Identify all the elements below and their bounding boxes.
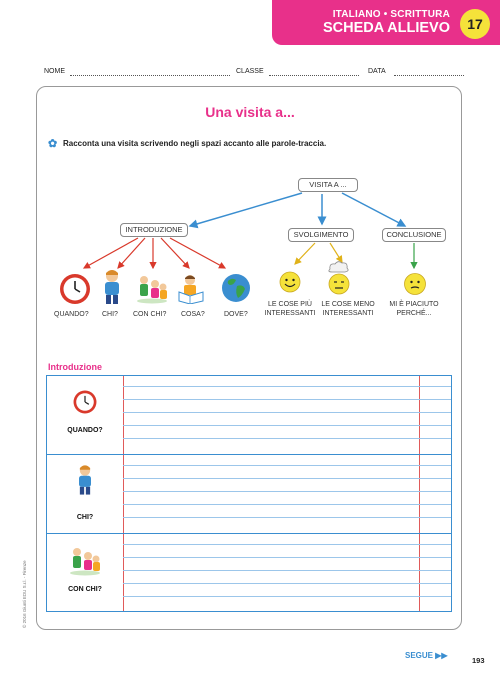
table-row <box>47 376 451 455</box>
question-when: QUANDO? <box>54 311 89 318</box>
sheet-number-badge: 17 <box>460 9 490 39</box>
section-title: Introduzione <box>48 362 102 372</box>
least-interesting-label: LE COSE MENO INTERESSANTI <box>321 301 375 317</box>
flower-icon: ✿ <box>48 138 58 150</box>
table-row <box>47 534 451 610</box>
question-where: DOVE? <box>224 311 248 318</box>
writing-line <box>123 412 451 413</box>
instruction-label: Racconta una visita scrivendo negli spazi accanto alle parole-traccia. <box>63 139 327 148</box>
sheet-label: SCHEDA ALLIEVO <box>322 20 450 36</box>
row-label-who: CHI? <box>76 514 94 521</box>
writing-line <box>123 425 451 426</box>
question-with-whom: CON CHI? <box>133 311 167 318</box>
writing-line <box>123 491 451 492</box>
writing-line <box>123 544 451 545</box>
group-icon <box>135 272 169 304</box>
writing-line <box>123 517 451 518</box>
writing-line <box>123 596 451 597</box>
writing-table <box>46 375 452 612</box>
table-row <box>47 455 451 534</box>
writing-line <box>123 583 451 584</box>
writing-line <box>123 478 451 479</box>
writing-line <box>123 504 451 505</box>
row-label-with-whom: CON CHI? <box>68 586 102 593</box>
end-box: CONCLUSIONE <box>382 228 446 242</box>
clock-icon <box>72 389 98 415</box>
child-icon <box>73 463 97 497</box>
globe-icon <box>220 272 252 304</box>
writing-line <box>123 570 451 571</box>
writing-line <box>123 438 451 439</box>
child-icon <box>98 268 126 306</box>
writing-line <box>123 557 451 558</box>
group-icon <box>67 544 103 576</box>
thinking-face-icon <box>403 271 427 297</box>
bored-face-icon <box>326 260 352 296</box>
root-arrows <box>190 193 405 226</box>
most-interesting-label: LE COSE PIÙ INTERESSANTI <box>264 301 316 317</box>
intro-box: INTRODUZIONE <box>120 223 188 237</box>
copyright-credit: © 2016 Giunti EDU S.r.l. - Firenze <box>22 560 27 628</box>
writing-line <box>123 399 451 400</box>
name-label: NOME <box>44 68 65 75</box>
class-label: CLASSE <box>236 68 264 75</box>
date-label: DATA <box>368 68 386 75</box>
page-title: Una visita a... <box>205 104 295 120</box>
reading-child-icon <box>175 272 207 304</box>
question-what: COSA? <box>181 311 205 318</box>
body-box: SVOLGIMENTO <box>288 228 354 242</box>
liked-because-label: MI È PIACIUTO PERCHÉ... <box>389 301 439 317</box>
page-number: 193 <box>472 656 485 665</box>
intro-arrows <box>84 238 225 268</box>
question-who: CHI? <box>102 311 118 318</box>
writing-line <box>123 465 451 466</box>
root-box: VISITA A ... <box>298 178 358 192</box>
writing-line <box>123 386 451 387</box>
clock-icon <box>58 272 92 306</box>
subject-label: ITALIANO • SCRITTURA <box>332 9 450 20</box>
next-page-link[interactable]: SEGUE ▶▶ <box>405 651 448 660</box>
row-label-when: QUANDO? <box>67 427 103 434</box>
happy-face-icon <box>279 270 301 294</box>
